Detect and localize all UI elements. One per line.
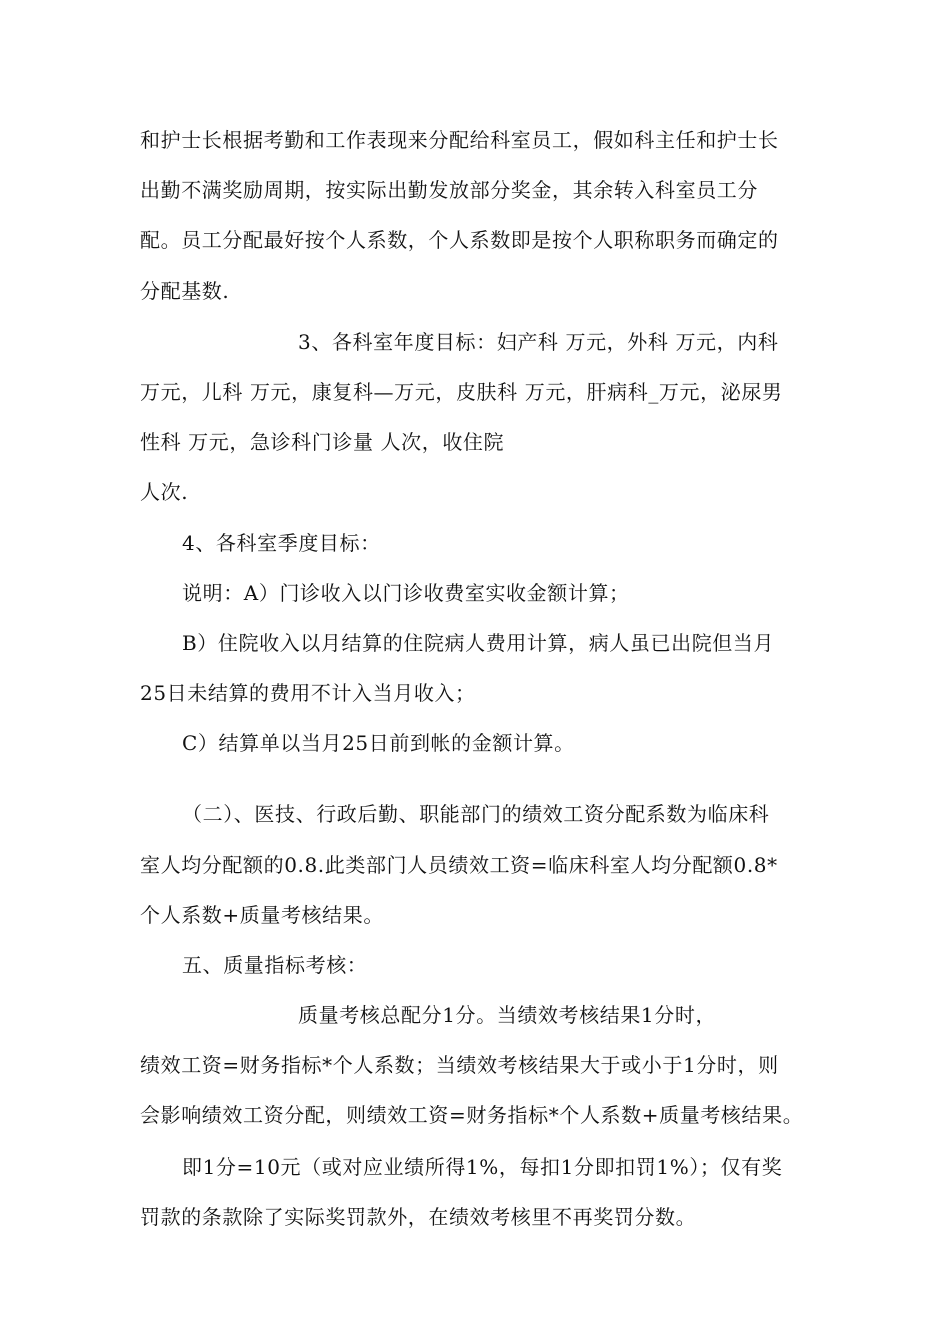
text-line: 性科 万元，急诊科门诊量 人次，收住院 (140, 430, 505, 454)
text-line: 出勤不满奖励周期，按实际出勤发放部分奖金，其余转入科室员工分 (140, 178, 758, 202)
text-line: 个人系数+质量考核结果。 (140, 903, 384, 927)
text-line: 说明：A）门诊收入以门诊收费室实收金额计算； (182, 581, 630, 605)
text-line: 万元，儿科 万元，康复科—万元，皮肤科 万元，肝病科_万元，泌尿男 (140, 380, 783, 404)
text-line: C）结算单以当月25日前到帐的金额计算。 (182, 731, 575, 755)
text-line: 室人均分配额的0.8.此类部门人员绩效工资=临床科室人均分配额0.8* (140, 853, 778, 877)
text-line: 和护士长根据考勤和工作表现来分配给科室员工，假如科主任和护士长 (140, 128, 779, 152)
text-line: 人次. (140, 480, 189, 504)
text-line: 质量考核总配分1分。当绩效考核结果1分时， (298, 1003, 717, 1027)
text-line: 即1分=10元（或对应业绩所得1%，每扣1分即扣罚1%）；仅有奖 (182, 1155, 783, 1179)
text-line: 绩效工资=财务指标*个人系数；当绩效考核结果大于或小于1分时，则 (140, 1053, 779, 1077)
text-line: 25日未结算的费用不计入当月收入； (140, 681, 476, 705)
text-line: 4、各科室季度目标： (182, 531, 381, 555)
text-line: 配。员工分配最好按个人系数，个人系数即是按个人职称职务而确定的 (140, 228, 779, 252)
text-line: B）住院收入以月结算的住院病人费用计算，病人虽已出院但当月 (182, 631, 775, 655)
text-line: 会影响绩效工资分配，则绩效工资=财务指标*个人系数+质量考核结果。 (140, 1103, 804, 1127)
text-line: 分配基数. (140, 279, 230, 303)
text-line: 3、各科室年度目标：妇产科 万元，外科 万元，内科 (298, 330, 779, 354)
text-line: 五、质量指标考核： (182, 953, 368, 977)
text-line: 罚款的条款除了实际奖罚款外，在绩效考核里不再奖罚分数。 (140, 1205, 697, 1229)
text-line: （二）、医技、行政后勤、职能部门的绩效工资分配系数为临床科 (182, 802, 770, 826)
